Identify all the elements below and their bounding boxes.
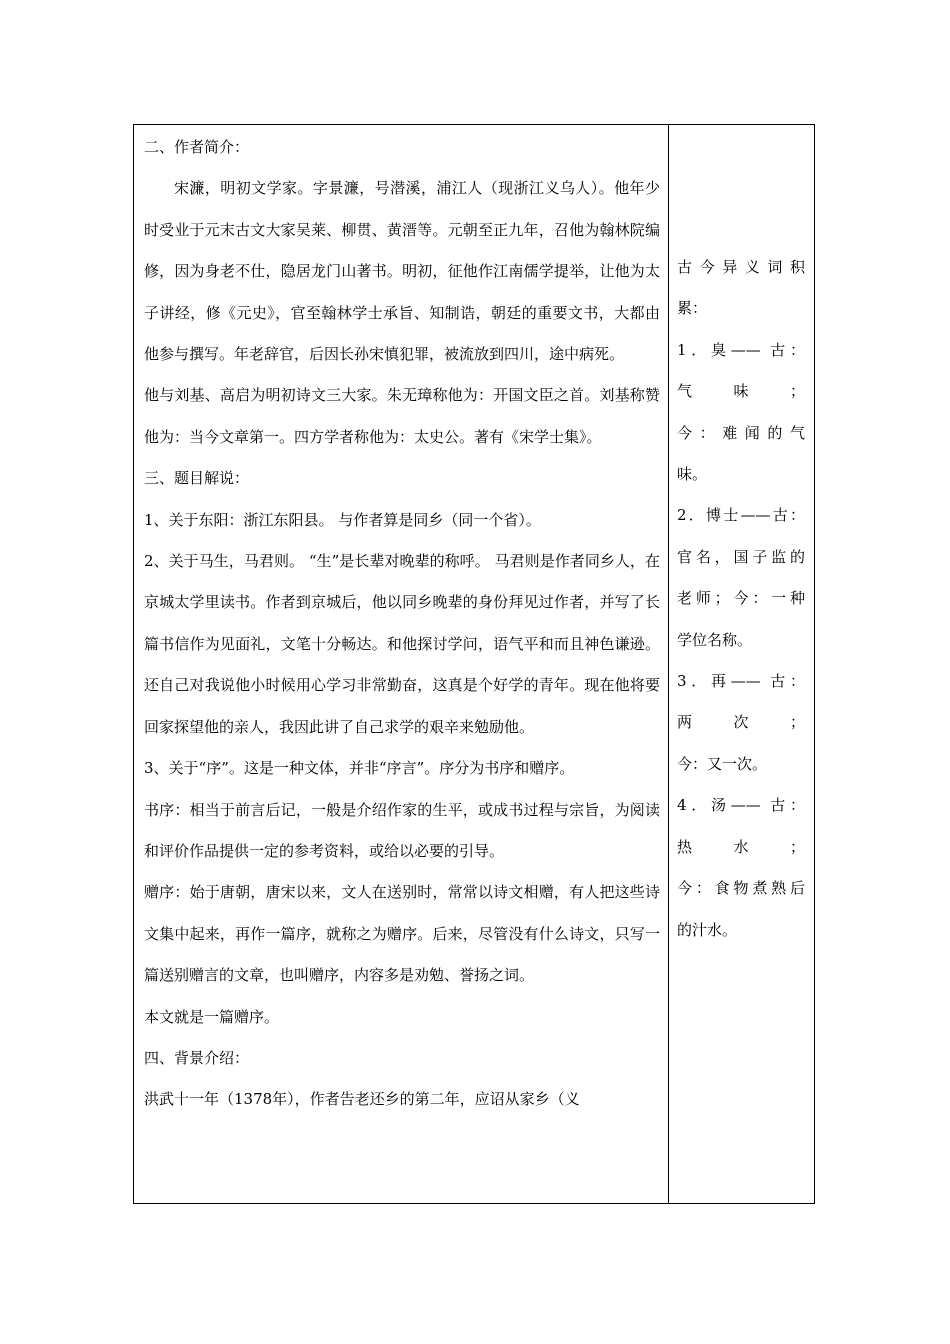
heading-title-explanation: 三、题目解说： [144, 469, 250, 488]
paragraph-dongyang: 1、关于东阳：浙江东阳县。 与作者算是同乡（同一个省）。 [144, 510, 541, 529]
side-line: 1．臭—— 古： [677, 340, 805, 359]
column-divider [668, 125, 669, 1203]
paragraph-farewell-preface: 赠序：始于唐朝，唐宋以来，文人在送别时，常常以诗文相赠，有人把这些诗文集中起来，再作一篇序，就称之为赠序。后来，尽管没有什么诗文，只写一篇送别赠言的文章，也叫赠序，内容多是劝勉、誉扬之词。 [144, 883, 660, 985]
paragraph-book-preface: 书序：相当于前言后记，一般是介绍作家的生平，或成书过程与宗旨，为阅读和评价作品提供一定的参考资料，或给以必要的引导。 [144, 800, 660, 860]
side-line: 3．再—— 古： [677, 672, 805, 691]
paragraph-this-text: 本文就是一篇赠序。 [144, 1007, 280, 1026]
side-line: 古 今 异 义 词 积 [677, 258, 805, 276]
paragraph-author-reputation: 他与刘基、高启为明初诗文三大家。朱无璋称他为：开国文臣之首。刘基称赞他为：当今文章第一。四方学者称他为：太史公。著有《宋学士集》。 [144, 386, 660, 446]
paragraph-xu-genre: 3、关于“序”。这是一种文体，并非“序言”。序分为书序和赠序。 [144, 759, 575, 778]
side-line: 累： [677, 299, 708, 318]
side-line: 两 次 ； [677, 713, 805, 732]
side-line: 今：食物煮熟后 [677, 879, 805, 898]
side-notes-column [677, 247, 805, 951]
side-line: 学位名称。 [677, 630, 753, 649]
side-line: 今：难闻的气 [677, 423, 805, 442]
paragraph-background: 洪武十一年（1378年），作者告老还乡的第二年，应诏从家乡（义 [144, 1090, 580, 1109]
side-line: 官名，国子监的 [677, 547, 805, 566]
side-line: 2．博士——古： [677, 506, 805, 525]
heading-background: 四、背景介绍： [144, 1048, 250, 1067]
side-line: 热 水 ； [677, 837, 805, 856]
side-line: 今：又一次。 [677, 754, 768, 773]
side-line: 气 味 ； [677, 382, 805, 401]
side-line: 的汁水。 [677, 920, 738, 939]
heading-author-intro: 二、作者简介： [144, 138, 250, 156]
content-table [133, 124, 815, 1204]
side-line: 4．汤—— 古： [677, 796, 805, 815]
paragraph-ma-sheng: 2、关于马生，马君则。 “生”是长辈对晚辈的称呼。 马君则是作者同乡人，在京城太学里读书。作者到京城后，他以同乡晚辈的身份拜见过作者，并写了长篇书信作为见面礼，文笔十分畅达。和他探讨学问，语气平和而且神色谦逊。还自己对我说他小时候用心学习非常勤奋，这真是个好学的青年。现在他将要回家探望他的亲人，我因此讲了自己求学的艰辛来勉励他。 [144, 552, 660, 736]
side-line: 老师；今：一种 [677, 589, 805, 608]
side-line: 味。 [677, 465, 708, 484]
main-column [144, 127, 660, 1121]
paragraph-author-bio: 宋濂，明初文学家。字景濂，号潜溪，浦江人（现浙江义乌人）。他年少时受业于元末古文大家吴莱、柳贯、黄溍等。元朝至正九年，召他为翰林院编修，因为身老不仕，隐居龙门山著书。明初，征他作江南儒学提举，让他为太子讲经，修《元史》，官至翰林学士承旨、知制诰，朝廷的重要文书，大都由他参与撰写。年老辞官，后因长孙宋慎犯罪，被流放到四川，途中病死。 [144, 179, 660, 364]
